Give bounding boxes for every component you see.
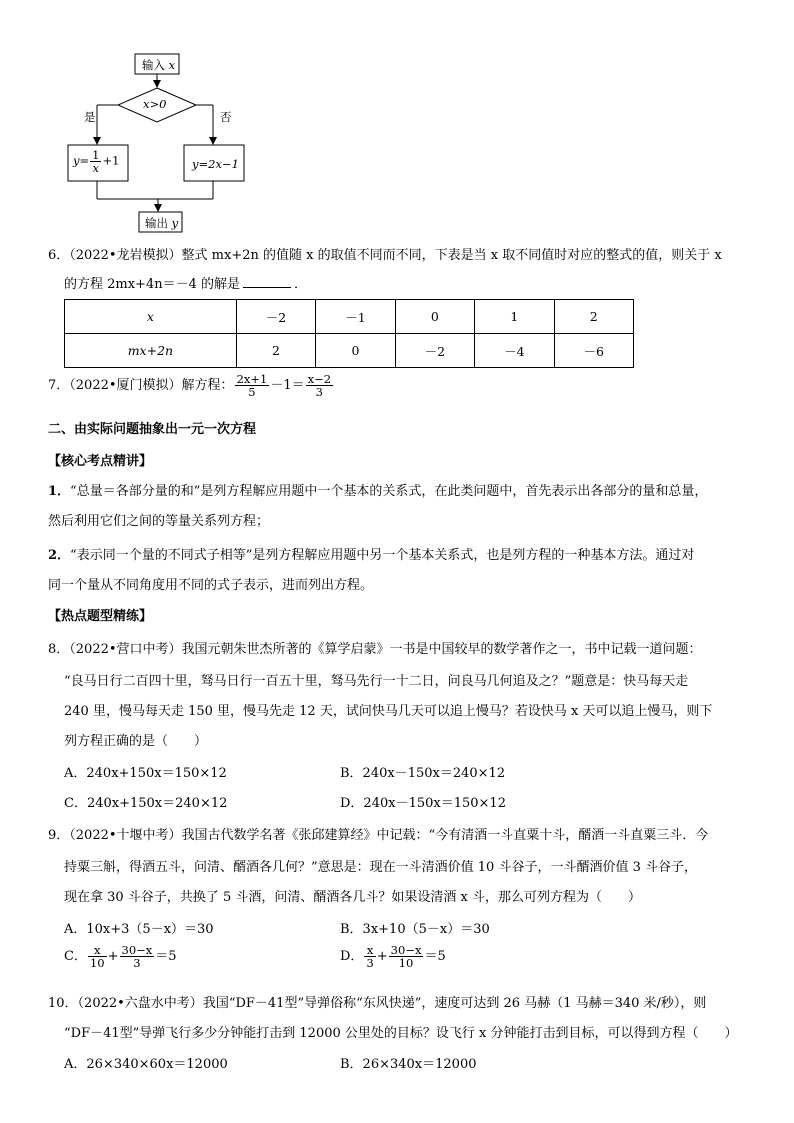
table-cell: －4 (475, 334, 554, 368)
q8-line4: 列方程正确的是（ ） (64, 734, 208, 749)
no-label: 否 (220, 110, 232, 124)
table-cell: －6 (554, 334, 633, 368)
q9-option-b[interactable]: B．3x+10（5－x）＝30 (340, 922, 490, 937)
value-table (64, 299, 634, 368)
point2-line1: 2．“表示同一个量的不同式子相等”是列方程解应用题中另一个基本关系式，也是列方程的一种基本方法。通过对 (48, 548, 695, 563)
q9-option-d[interactable]: D． $\frac{x}{3}$ + $\frac{30-x}{10}$ ＝5 (340, 943, 446, 971)
q9-option-c[interactable]: C． $\frac{x}{10}$ + $\frac{30-x}{3}$ ＝5 (64, 943, 177, 971)
section-title: 二、由实际问题抽象出一元一次方程 (48, 422, 257, 437)
table-cell: 0 (395, 300, 474, 334)
q8-line2: “良马日行二百四十里，驽马日行一百五十里，驽马先行一十二日，问良马几何追及之？”题意是：快马每天走 (64, 674, 689, 689)
point1-line2: 然后利用它们之间的等量关系列方程； (48, 514, 270, 529)
table-cell: 2 (236, 334, 315, 368)
q8-option-b[interactable]: B．240x－150x＝240×12 (340, 766, 506, 781)
table-row (65, 300, 634, 334)
answer-blank[interactable] (243, 276, 291, 288)
q9-line3: 现在拿 30 斗谷子，共换了 5 斗酒，问清、醑酒各几斗？如果设清酒 x 斗，那么可列方程为（ ） (64, 890, 641, 905)
table-cell: 2 (554, 300, 633, 334)
q8-option-d[interactable]: D．240x－150x＝150×12 (340, 796, 506, 811)
q6-line1: 6．（2022•龙岩模拟）整式 mx+2n 的值随 x 的取值不同而不同，下表是当 x 取不同值时对应的整式的值，则关于 x (48, 248, 722, 263)
q9-line2: 持粟三斛，得酒五斗，问清、醑酒各几何？”意思是：现在一斗清酒价值 10 斗谷子，一斗醑酒价值 3 斗谷子， (64, 860, 697, 875)
point2-line2: 同一个量从不同角度用不同的式子表示，进而列出方程。 (48, 578, 374, 593)
q9-line1: 9．（2022•十堰中考）我国古代数学名著《张邱建算经》中记载：“今有清酒一斗直粟十斗，醑酒一斗直粟三斗．今 (48, 828, 709, 843)
output-label: 输出 y (145, 216, 179, 230)
flowchart-lines (0, 0, 794, 240)
table-cell: x (65, 300, 237, 334)
q9-option-a[interactable]: A．10x+3（5－x）＝30 (64, 922, 214, 937)
q8-option-a[interactable]: A．240x+150x＝150×12 (64, 766, 227, 781)
input-label: 输入 x (142, 58, 176, 72)
point1-line1: 1．“总量＝各部分量的和”是列方程解应用题中一个基本的关系式，在此类问题中，首先表示出各部分的量和总量， (48, 484, 708, 499)
table-row (65, 334, 634, 368)
q8-option-c[interactable]: C．240x+150x＝240×12 (64, 796, 228, 811)
table-cell: －1 (316, 300, 395, 334)
q10-line2: “DF－41型”导弹飞行多少分钟能打击到 12000 公里处的目标？设飞行 x 分钟能打击到目标，可以得到方程（ ） (64, 1026, 738, 1041)
q8-line3: 240 里，慢马每天走 150 里，慢马先走 12 天，试问快马几天可以追上慢马？若设快马 x 天可以追上慢马，则下 (64, 704, 713, 719)
hot-title: 【热点题型精练】 (48, 609, 153, 624)
q10-option-a[interactable]: A．26×340×60x＝12000 (64, 1057, 228, 1072)
yes-label: 是 (84, 110, 96, 124)
table-cell: －2 (236, 300, 315, 334)
condition-label: x>0 (143, 97, 167, 111)
table-cell: 0 (316, 334, 395, 368)
q10-line1: 10．（2022•六盘水中考）我国“DF－41型”导弹俗称“东风快递”，速度可达到 26 马赫（1 马赫＝340 米/秒），则 (48, 996, 707, 1011)
no-formula: y=2x−1 (192, 157, 239, 171)
table-cell: mx+2n (65, 334, 237, 368)
q7-fraction-1: $\frac{2x+1}{5}$ (236, 372, 268, 400)
table-cell: －2 (395, 334, 474, 368)
table-cell: 1 (475, 300, 554, 334)
yes-formula: y= $\frac{1}{x}$ +1 (73, 148, 120, 176)
q7: 7．（2022•厦门模拟）解方程： $\frac{2x+1}{5}$ －1＝ $\frac{x-2}{3}$ (48, 372, 332, 400)
q6-line2: 的方程 2mx+4n＝－4 的解是 ． (64, 277, 308, 292)
q7-fraction-2: $\frac{x-2}{3}$ (307, 372, 332, 400)
q8-line1: 8．（2022•营口中考）我国元朝朱世杰所著的《算学启蒙》一书是中国较早的数学著作之一，书中记载一道问题： (48, 642, 702, 657)
q10-option-b[interactable]: B．26×340x＝12000 (340, 1057, 477, 1072)
core-title: 【核心考点精讲】 (48, 454, 153, 469)
